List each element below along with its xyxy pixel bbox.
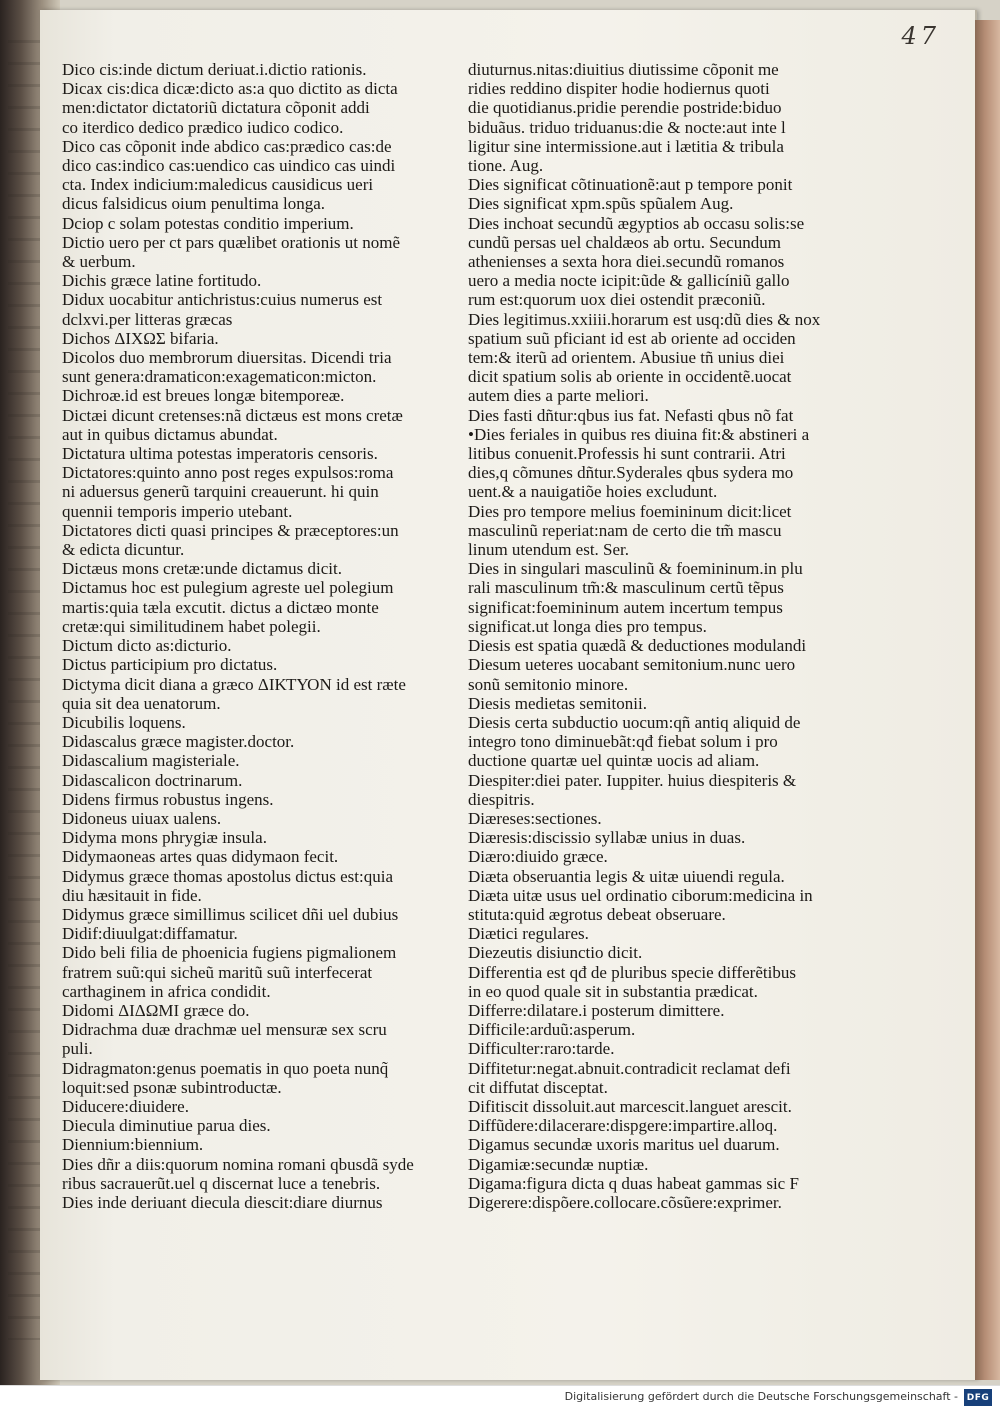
text-line: cretæ:qui similitudinem habet polegii. <box>62 616 321 636</box>
left-text-column <box>62 60 482 1212</box>
text-line: Diennium:biennium. <box>62 1135 204 1155</box>
text-line: spatium suũ pficiant id est ab oriente ad occiden <box>468 328 796 348</box>
text-line: quennii temporis imperio utebant. <box>62 501 293 521</box>
text-line: •Dies feriales in quibus res diuina fit:& abstineri a <box>468 424 810 444</box>
text-line: co iterdico dedico prædico iudico codico. <box>62 117 344 137</box>
text-line: Dictatores:quinto anno post reges expulsos:roma <box>62 463 394 483</box>
text-line: Didens firmus robustus ingens. <box>62 789 274 809</box>
text-line: dicus falsidicus oium penultima longa. <box>62 194 325 214</box>
text-line: uero a media nocte icipit:ũde & gallicíniũ gallo <box>468 271 790 291</box>
text-line: integro tono diminuebãt:qđ fiebat solum i pro <box>468 732 778 752</box>
text-line: Diesis est spatia quædã & deductiones modulandi <box>468 636 807 656</box>
text-line: Dico cas cõponit inde abdico cas:prædico cas:de <box>62 136 392 156</box>
text-line: Didascalus græce magister.doctor. <box>62 732 295 752</box>
right-text-column <box>468 60 888 1212</box>
text-line: cta. Index indicium:maledicus causidicus ueri <box>62 175 374 195</box>
text-line: Dichroæ.id est breues longæ bitemporeæ. <box>62 386 345 406</box>
text-line: Diæreses:sectiones. <box>468 808 602 828</box>
text-line: Diesis certa subductio uocum:qñ antiq aliquid de <box>468 712 801 732</box>
text-line: Digama:figura dicta q duas habeat gammas sic F <box>468 1173 799 1193</box>
text-line: tem:& iterũ ad orientem. Abusiue tñ unius diei <box>468 348 785 368</box>
text-line: Diezeutis disiunctio dicit. <box>468 943 643 963</box>
text-line: Difficulter:raro:tarde. <box>468 1039 615 1059</box>
text-line: aut in quibus dictamus abundat. <box>62 424 278 444</box>
text-line: loquit:sed psonæ subintroductæ. <box>62 1077 282 1097</box>
text-line: Didymus græce thomas apostolus dictus est:quia <box>62 866 393 886</box>
text-line: Diecula diminutiue parua dies. <box>62 1116 271 1136</box>
text-line: biduãus. triduo triduanus:die & nocte:aut inte l <box>468 117 786 137</box>
text-line: Didyma mons phrygiæ insula. <box>62 828 267 848</box>
text-line: Dictus participium pro dictatus. <box>62 655 278 675</box>
text-line: dicit spatium solis ab oriente in occidentẽ.uocat <box>468 367 792 387</box>
text-line: & edicta dicuntur. <box>62 540 185 560</box>
text-line: dico cas:indico cas:uendico cas uindico cas uindi <box>62 156 396 176</box>
text-line: Dictio uero per ct pars quælibet orationis ut nomẽ <box>62 232 401 252</box>
text-line: fratrem suũ:qui sicheũ maritũ suũ interfecerat <box>62 962 373 982</box>
text-line: masculinũ reperiat:nam de certo die tm̃ mascu <box>468 520 782 540</box>
text-line: Diffũdere:dilacerare:dispgere:impartire.alloq. <box>468 1116 778 1136</box>
text-line: men:dictator dictatoriũ dictatura cõponit addi <box>62 98 370 118</box>
text-line: Dicax cis:dica dicæ:dicto as:a quo dictito as dicta <box>62 79 398 99</box>
text-line: Dies pro tempore melius foemininum dicit:licet <box>468 501 792 521</box>
text-line: Didux uocabitur antichristus:cuius numerus est <box>62 290 383 310</box>
text-line: sunt genera:dramaticon:exagematicon:micton. <box>62 367 377 387</box>
text-line: quia sit dea uenatorum. <box>62 693 221 713</box>
text-line: Dico cis:inde dictum deriuat.i.dictio rationis. <box>62 60 367 79</box>
text-line: Diætici regulares. <box>468 924 589 944</box>
text-line: die quotidianus.pridie perendie postride:biduo <box>468 98 782 118</box>
text-line: Dies legitimus.xxiiii.horarum est usq:dũ dies & nox <box>468 309 821 329</box>
text-line: Didif:diuulgat:diffamatur. <box>62 924 238 944</box>
text-line: ligitur sine intermissione.aut i lætitia & tribula <box>468 136 784 156</box>
text-line: significat:foemininum autem incertum tempus <box>468 597 783 617</box>
text-line: linum utendum est. Ser. <box>468 540 630 560</box>
text-line: rali masculinum tm̃:& masculinum certũ tẽpus <box>468 578 784 598</box>
page-fore-edge <box>975 20 1000 1380</box>
text-line: stituta:quid ægrotus debeat obseruare. <box>468 904 726 924</box>
text-line: significat.ut longa dies pro tempus. <box>468 616 707 636</box>
text-line: Dies in singulari masculinũ & foemininum.in plu <box>468 559 803 579</box>
text-line: Dictæus mons cretæ:unde dictamus dicit. <box>62 559 342 579</box>
text-line: Digamiæ:secundæ nuptiæ. <box>468 1154 649 1174</box>
text-line: Dicolos duo membrorum diuersitas. Dicendi tria <box>62 348 392 368</box>
text-line: dies,q cõmunes dñtur.Syderales qbus sydera mo <box>468 463 794 483</box>
text-line: Diæresis:discissio syllabæ unius in duas. <box>468 828 746 848</box>
text-line: rum est:quorum uox diei ostendit præconiũ. <box>468 290 766 310</box>
text-line: Dichis græce latine fortitudo. <box>62 271 262 291</box>
text-line: in eo quod quale sit in substantia prædicat. <box>468 981 758 1001</box>
text-line: Dichos ΔΙΧΩΣ bifaria. <box>62 328 219 348</box>
text-line: cundũ persas uel chaldæos ab ortu. Secundum <box>468 232 782 252</box>
text-line: Diesis medietas semitonii. <box>468 693 647 713</box>
text-line: puli. <box>62 1039 93 1059</box>
text-line: athenienses a sexta hora diei.secundũ romanos <box>468 252 785 272</box>
folio-number: 47 <box>901 22 940 50</box>
text-line: Dictum dicto as:dicturio. <box>62 636 232 656</box>
text-line: Diæta uitæ usus uel ordinatio ciborum:medicina in <box>468 885 813 905</box>
text-line: Diffitetur:negat.abnuit.contradicit reclamat defi <box>468 1058 791 1078</box>
text-line: uent.& a nauigatiõe hoies excludunt. <box>468 482 718 502</box>
text-line: diu hæsitauit in fide. <box>62 885 202 905</box>
text-line: carthaginem in africa condidit. <box>62 981 271 1001</box>
text-line: Dies significat cõtinuationẽ:aut p tempore ponit <box>468 175 793 195</box>
text-line: Differre:dilatare.i posterum dimittere. <box>468 1000 725 1020</box>
text-line: dclxvi.per litteras græcas <box>62 309 233 329</box>
text-line: Didrachma duæ drachmæ uel mensuræ sex scru <box>62 1020 387 1040</box>
text-line: Dciop c solam potestas conditio imperium. <box>62 213 354 233</box>
text-line: Dictatores dicti quasi principes & præceptores:un <box>62 520 399 540</box>
text-line: diespitris. <box>468 789 535 809</box>
digitization-footer <box>0 1385 1000 1411</box>
text-line: Didymaoneas artes quas didymaon fecit. <box>62 847 339 867</box>
text-line: Dies inde deriuant diecula diescit:diare diurnus <box>62 1192 383 1212</box>
text-line: Didascalicon doctrinarum. <box>62 770 243 790</box>
text-line: Dies inchoat secundũ ægyptios ab occasu solis:se <box>468 213 805 233</box>
text-line: Didoneus uiuax ualens. <box>62 808 222 828</box>
text-line: ductione quartæ uel quintæ uocis ad aliam. <box>468 751 760 771</box>
text-line: Diducere:diuidere. <box>62 1096 189 1116</box>
text-line: Dictyma dicit diana a græco ΔΙΚΤΥΟΝ id est ræte <box>62 674 406 694</box>
text-line: Difficile:arduũ:asperum. <box>468 1020 636 1040</box>
text-line: Dictamus hoc est pulegium agreste uel polegium <box>62 578 394 598</box>
text-line: Digerere:dispõere.collocare.cõsũere:exprimer. <box>468 1192 782 1212</box>
text-line: diuturnus.nitas:diuitius diutissime cõponit me <box>468 60 779 79</box>
text-line: autem dies a parte meliori. <box>468 386 649 406</box>
text-line: ribus sacrauerũt.uel q discernat luce a tenebris. <box>62 1173 381 1193</box>
text-line: Didascalium magisteriale. <box>62 751 240 771</box>
text-line: cit diffutat disceptat. <box>468 1077 608 1097</box>
text-line: Diæro:diuido græce. <box>468 847 608 867</box>
text-line: Differentia est qđ de pluribus specie differẽtibus <box>468 962 796 982</box>
text-line: Diespiter:diei pater. Iuppiter. huius diespiteris & <box>468 770 797 790</box>
text-line: Dicubilis loquens. <box>62 712 186 732</box>
text-line: Dies significat xpm.spũs spũalem Aug. <box>468 194 734 214</box>
text-line: Didragmaton:genus poematis in quo poeta nunq̃ <box>62 1058 389 1078</box>
text-line: Diesum ueteres uocabant semitonium.nunc uero <box>468 655 796 675</box>
text-line: Diæta obseruantia legis & uitæ uiuendi regula. <box>468 866 785 886</box>
text-line: Digamus secundæ uxoris maritus uel duarum. <box>468 1135 780 1155</box>
text-line: ridies reddino dispiter hodie hodiernus quoti <box>468 79 770 99</box>
text-line: Dido beli filia de phoenicia fugiens pigmalionem <box>62 943 397 963</box>
text-line: & uerbum. <box>62 252 136 272</box>
text-line: ni aduersus generũ tarquini creauerunt. hi quin <box>62 482 379 502</box>
text-line: Didomi ΔΙΔΩΜΙ græce do. <box>62 1000 250 1020</box>
funding-credit: Digitalisierung gefördert durch die Deutsche Forschungsgemeinschaft - <box>564 1390 958 1403</box>
text-line: tione. Aug. <box>468 156 544 176</box>
text-line: Didymus græce simillimus scilicet dñi uel dubius <box>62 904 399 924</box>
text-line: Dies fasti dñtur:qbus ius fat. Nefasti qbus nõ fat <box>468 405 794 425</box>
text-line: litibus conuenit.Professis hi sunt contrarii. Atri <box>468 444 786 464</box>
text-line: Dictatura ultima potestas imperatoris censoris. <box>62 444 378 464</box>
text-line: martis:quia tæla excutit. dictus a dictæo monte <box>62 597 379 617</box>
text-line: Dictæi dicunt cretenses:nã dictæus est mons cretæ <box>62 405 403 425</box>
text-line: sonũ semitonio minore. <box>468 674 629 694</box>
text-line: Difitiscit dissoluit.aut marcescit.languet arescit. <box>468 1096 792 1116</box>
dfg-logo-icon: DFG <box>964 1389 992 1406</box>
text-line: Dies dñr a diis:quorum nomina romani qbusdã syde <box>62 1154 414 1174</box>
